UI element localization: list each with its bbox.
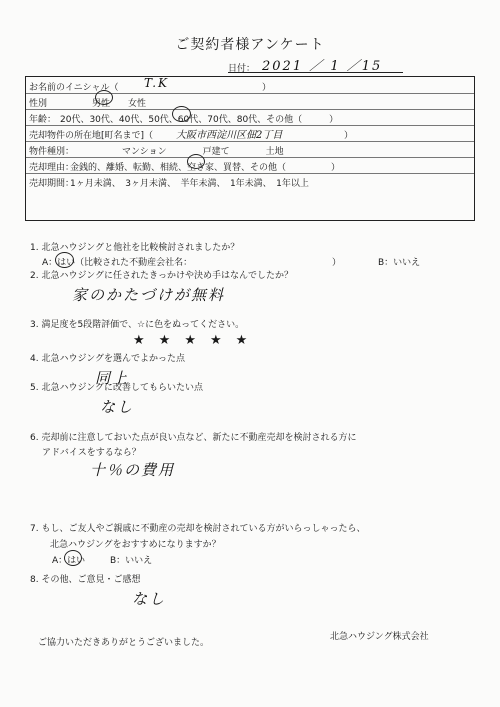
q7-yes-circle [64,550,82,566]
question-5: 5. 北急ハウジングに改善してもらいたい点 [30,383,204,393]
q5-answer[interactable]: なし [100,398,135,416]
question-8: 8. その他、ご意見・ご感想 [30,575,141,585]
age-options[interactable]: 20代、30代、40代、50代、60代、70代、80代、その他（ ） [60,115,339,125]
company-name: 北急ハウジング株式会社 [330,632,429,642]
question-1: 1. 北急ハウジングと他社を比較検討されましたか？ [30,243,240,253]
sale-period-label: 売却期間： [29,179,75,189]
thanks-message: ご協力いただきありがとうございました。 [38,638,210,648]
gender-row [26,93,474,110]
sale-reason-options[interactable]: 金銭的、離婚、転勤、相続、空き家、買替、その他（ ） [70,163,341,173]
sale-reason-row [26,157,474,174]
reason-inheritance-circle [187,154,205,169]
date-value[interactable]: 2021 ／ 1 ／15 [262,59,383,74]
question-7-line-2: 北急ハウジングをおすすめになりますか？ [50,540,221,550]
age-label: 年齢： [29,115,57,125]
question-7-line-1: 7. もし、ご友人やご親戚に不動産の売却を検討されている方がいらっしゃったら、 [30,524,366,534]
initials-label: お名前のイニシャル（ [29,83,119,93]
q1-yes-circle [55,252,74,268]
age-row [26,109,474,126]
age-50s-circle [172,106,191,122]
question-6-line-2: アドバイスをするなら？ [42,448,141,458]
sale-period-options[interactable]: 1ヶ月未満、 3ヶ月未満、 半年未満、 1年未満、 1年以上 [70,179,309,189]
q4-answer[interactable]: 同上 [95,369,130,387]
date-label: 日付： [228,64,256,74]
respondent-info-table [25,76,475,221]
q1-option-b[interactable]: B：いいえ [378,258,421,268]
address-row [26,125,474,142]
question-3: 3. 満足度を5段階評価で、☆に色をぬってください。 [30,320,245,330]
initials-row [26,77,474,94]
star-2[interactable]: ★ [158,333,171,348]
initials-close: ） [262,83,272,93]
question-6-line-1: 6. 売却前に注意しておいた点が良い点など、新たに不動産売却を検討される方に [30,433,357,443]
q6-answer[interactable]: 十％の費用 [90,461,176,479]
property-type-options[interactable]: マンション 戸建て 土地 [122,147,284,157]
property-type-label: 物件種別： [29,147,75,157]
address-label: 売却物件の所在地[町名まで]（ [29,131,154,141]
property-type-row [26,141,474,158]
address-close: ） [344,131,354,141]
address-value[interactable]: 大阪市西淀川区佃2丁目 [176,130,283,141]
q1-option-a[interactable]: A：はい（比較された不動産会社名： [42,258,193,268]
q8-answer[interactable]: なし [132,590,167,608]
q1-option-a-close: ） [332,258,342,268]
star-4[interactable]: ★ [209,333,222,348]
gender-label: 性別 [29,99,48,109]
star-1[interactable]: ★ [133,333,145,348]
sale-reason-label: 売却理由： [29,163,75,173]
star-3[interactable]: ★ [184,333,196,348]
gender-options[interactable]: 男性 女性 [92,99,147,109]
star-5[interactable]: ★ [235,333,248,348]
q2-answer[interactable]: 家のかたづけが無料 [72,286,226,304]
q7-option-b[interactable]: B：いいえ [110,556,153,566]
question-4: 4. 北急ハウジングを選んでよかった点 [30,354,186,364]
page-title: ご契約者様アンケート [175,37,325,53]
question-2: 2. 北急ハウジングに任されたきっかけや決め手はなんでしたか？ [30,271,294,281]
rating-stars[interactable] [133,333,261,348]
sale-period-row [26,173,474,189]
initials-value[interactable]: T.K [144,76,170,90]
q7-option-a[interactable]: A：はい [52,556,86,566]
gender-male-circle [95,90,113,105]
